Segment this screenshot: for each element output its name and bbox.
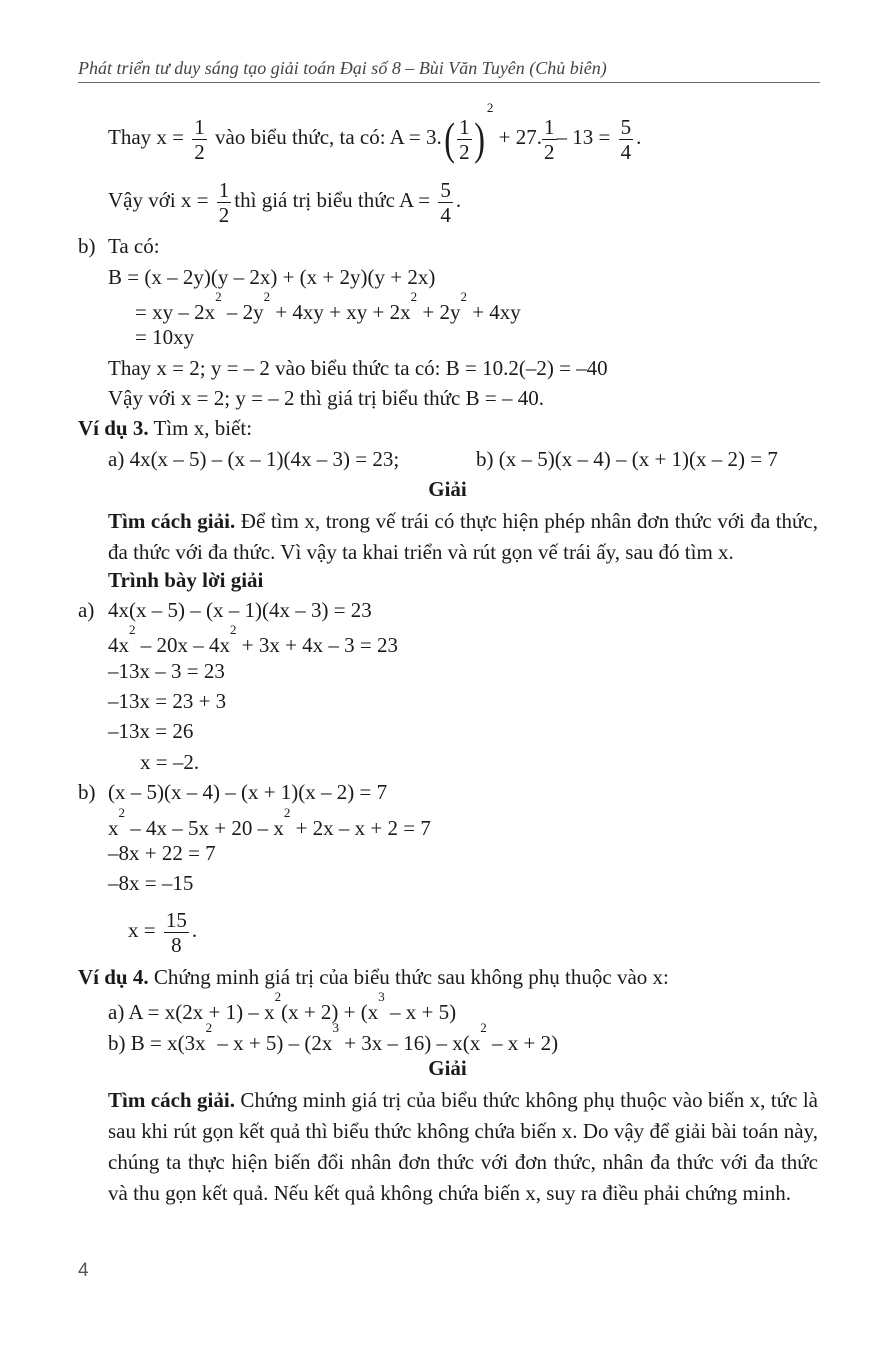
solution-b-4: –8x = –15 (108, 871, 194, 895)
example-4-a: a) $A = x(2x + 1) - x^2(x + 2) + (x^3 - x + 5)$ (108, 989, 457, 1024)
solution-a-2: $4x^2 - 20x - 4x^2 + 3x + 4x - 3 = 23$ (108, 622, 399, 657)
presentation-heading: Trình bày lời giải (108, 568, 264, 592)
fraction-result: $\frac{5}{4}$ (620, 114, 632, 164)
solution-b-5: x = $\frac{15}{8}$ . (128, 907, 198, 957)
solution-a-label: a) (78, 598, 95, 622)
part-b-line-2: = xy – $2x^2 - 2y^2 + 4xy$ + xy + $2x^2 + 2y^2 + 4xy$ (135, 289, 521, 324)
solution-b-1: (x – 5)(x – 4) – (x + 1)(x – 2) = 7 (108, 780, 388, 804)
substitution-line: Thay x = $\frac{1}{2}$ vào biểu thức, ta có: A = 3.( $\frac{1}{2}$ )$^2$ + 27. $\frac{1}{2}$ – 13 = $\frac{5}{4}$ . (108, 100, 642, 165)
page-number: 4 (78, 1260, 89, 1281)
solution-b-label: b) (78, 780, 96, 804)
example-4-b: b) $B = x(3x^2 - x + 5) - (2x^3 + 3x - 16) - x(x^2 - x + 2)$ (108, 1020, 559, 1055)
fraction-x-2: $\frac{1}{2}$ (218, 177, 230, 227)
solution-heading-3: Giải (428, 477, 467, 501)
fraction-x: $\frac{1}{2}$ (194, 114, 205, 164)
fraction-15-8: $\frac{15}{8}$ (165, 907, 187, 957)
method-paragraph-3: Tìm cách giải. Để tìm x, trong vế trái có thực hiện phép nhân đơn thức với đa thức, đa thức với đa thức. Vì vậy ta khai triển và rút gọn vế trái ấy, sau đó tìm x. (108, 509, 819, 564)
solution-b-2: $x^2 - 4x - 5x + 20 - x^2 + 2x - x + 2 = 7$ (108, 805, 431, 840)
part-b-line-5: Vậy với x = 2; y = – 2 thì giá trị biểu thức B = – 40. (108, 386, 544, 410)
example-4-heading: Ví dụ 4. Chứng minh giá trị của biểu thức sau không phụ thuộc vào x: (78, 965, 669, 989)
part-b-line-3: = 10xy (135, 325, 195, 349)
solution-a-6: x = –2. (140, 750, 200, 774)
solution-a-1: 4x(x – 5) – (x – 1)(4x – 3) = 23 (108, 598, 372, 622)
solution-a-5: –13x = 26 (108, 719, 194, 743)
solution-a-3: –13x – 3 = 23 (108, 659, 225, 683)
solution-heading-4: Giải (428, 1056, 467, 1080)
solution-a-4: –13x = 23 + 3 (108, 689, 227, 713)
part-b-line-4: Thay x = 2; y = – 2 vào biểu thức ta có: B = 10.2(–2) = –40 (108, 356, 608, 380)
solution-b-3: –8x + 22 = 7 (108, 841, 216, 865)
example-3-b: b) (x – 5)(x – 4) – (x + 1)(x – 2) = 7 (476, 447, 778, 471)
part-b-line-1: B = (x – 2y)(y – 2x) + (x + 2y)(y + 2x) (108, 265, 436, 289)
fraction-result-2: $\frac{5}{4}$ (440, 177, 451, 227)
conclusion-a: Vậy với x = $\frac{1}{2}$ thì giá trị biểu thức A = $\frac{5}{4}$ . (108, 177, 462, 227)
part-b-intro: Ta có: (108, 234, 160, 258)
example-3-a: a) 4x(x – 5) – (x – 1)(4x – 3) = 23; (108, 447, 400, 471)
fraction-half: $\frac{1}{2}$ (459, 114, 470, 164)
fraction-half-2: $\frac{1}{2}$ (544, 114, 555, 164)
example-3-heading: Ví dụ 3. Tìm x, biết: (78, 416, 253, 440)
method-paragraph-4: Tìm cách giải. Chứng minh giá trị của biểu thức không phụ thuộc vào biến x, tức là sau khi rút gọn kết quả thì biểu thức không chứa biến x. Do vậy để giải bài toán này, chúng ta thực hiện biến đổi nhân đơn thức với đơn thức, nhân đa thức với đa thức và thu gọn kết quả. Nếu kết quả không chứa biến x, suy ra điều phải chứng minh. (108, 1088, 818, 1205)
running-header: Phát triển tư duy sáng tạo giải toán Đại số 8 – Bùi Văn Tuyên (Chủ biên) (78, 58, 820, 83)
part-b-label: b) (78, 234, 96, 258)
